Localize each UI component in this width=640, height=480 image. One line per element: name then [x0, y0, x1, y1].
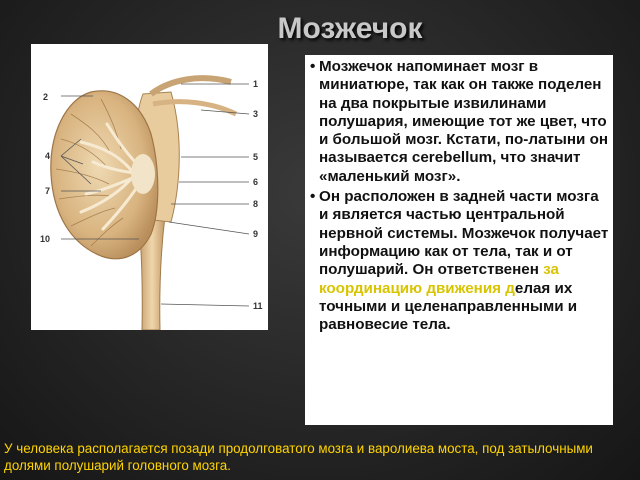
bullet-item: [319, 188, 611, 334]
figure-label-6: 6: [253, 177, 259, 187]
figure-label-4: 4: [45, 151, 51, 161]
cerebellum-drawing: [31, 44, 268, 330]
figure-label-9: 9: [253, 229, 259, 239]
cerebellum-illustration: [31, 44, 268, 330]
figure-label-1: 1: [253, 79, 259, 89]
bullet-list: [310, 58, 611, 334]
bullet-text: Мозжечок напоминает мозг в миниатюре, так как он также поделен на два покрытые извилинами полушария, имеющие тот же цвет, что и большой мозг. Кстати, по-латыни он называется cerebellum, что значит «маленький мозг».: [319, 58, 609, 185]
bullet-text-after: елая их точными и целенаправленными и равновесие тела.: [319, 279, 578, 334]
bullet-item: [319, 58, 611, 186]
figure-label-8: 8: [253, 199, 259, 209]
figure-label-5: 5: [253, 152, 259, 162]
slide-title: Мозжечок: [277, 12, 423, 45]
description-box: [305, 55, 613, 425]
figure-label-2: 2: [43, 92, 49, 102]
figure-label-7: 7: [45, 186, 51, 196]
bullet-text-before: Он расположен в задней части мозга и является частью центральной нервной системы. Мозжечок получает информацию как от тела, так и от полушарий. Он ответственен: [319, 188, 609, 279]
footer-note: У человека располагается позади продолговатого мозга и варолиева моста, под затылочными долями полушарий головного мозга.: [4, 441, 593, 473]
figure-label-10: 10: [40, 234, 51, 244]
highlighted-text: за координацию движения д: [319, 261, 559, 297]
figure-label-3: 3: [253, 109, 259, 119]
figure-label-11: 11: [253, 301, 263, 311]
